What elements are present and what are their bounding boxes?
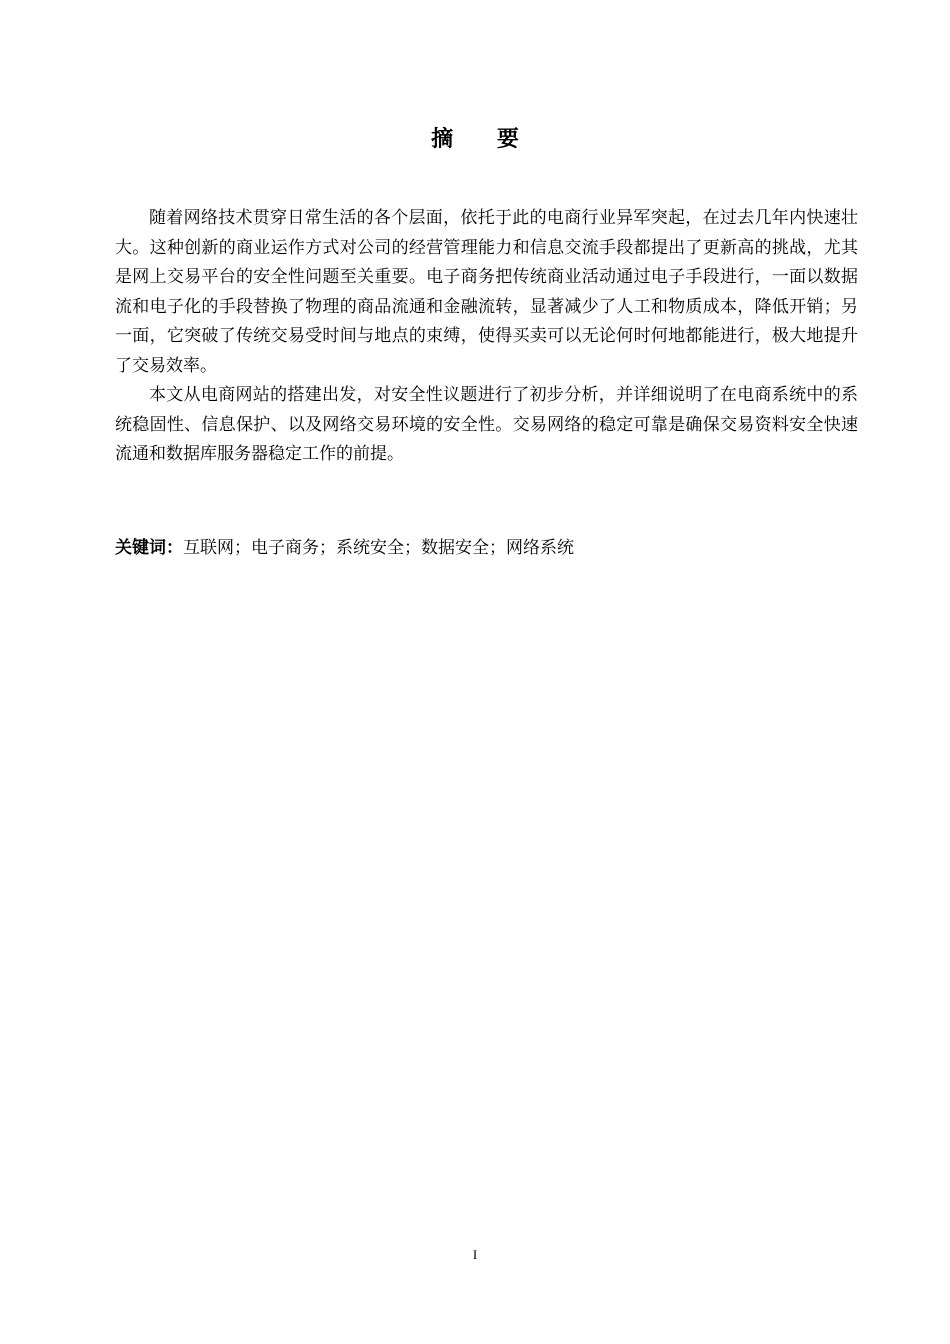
abstract-paragraph-1: 随着网络技术贯穿日常生活的各个层面，依托于此的电商行业异军突起，在过去几年内快速壮大。这种创新的商业运作方式对公司的经营管理能力和信息交流手段都提出了更新高的挑战，尤其是网上交易平台的安全性问题至关重要。电子商务把传统商业活动通过电子手段进行，一面以数据流和电子化的手段替换了物理的商品流通和金融流转，显著减少了人工和物质成本，降低开销；另一面，它突破了传统交易受时间与地点的束缚，使得买卖可以无论何时何地都能进行，极大地提升了交易效率。: [115, 208, 858, 376]
page-title: 摘 要: [431, 127, 537, 152]
page-number: I: [472, 1247, 478, 1262]
keywords-label: 关键词：: [115, 538, 183, 558]
keywords-line: [115, 534, 858, 563]
keywords-list: 互联网；电子商务；系统安全；数据安全；网络系统: [183, 538, 574, 558]
abstract-body: [115, 204, 858, 470]
abstract-paragraph-2: 本文从电商网站的搭建出发，对安全性议题进行了初步分析，并详细说明了在电商系统中的系统稳固性、信息保护、以及网络交易环境的安全性。交易网络的稳定可靠是确保交易资料安全快速流通和数据库服务器稳定工作的前提。: [115, 385, 858, 464]
